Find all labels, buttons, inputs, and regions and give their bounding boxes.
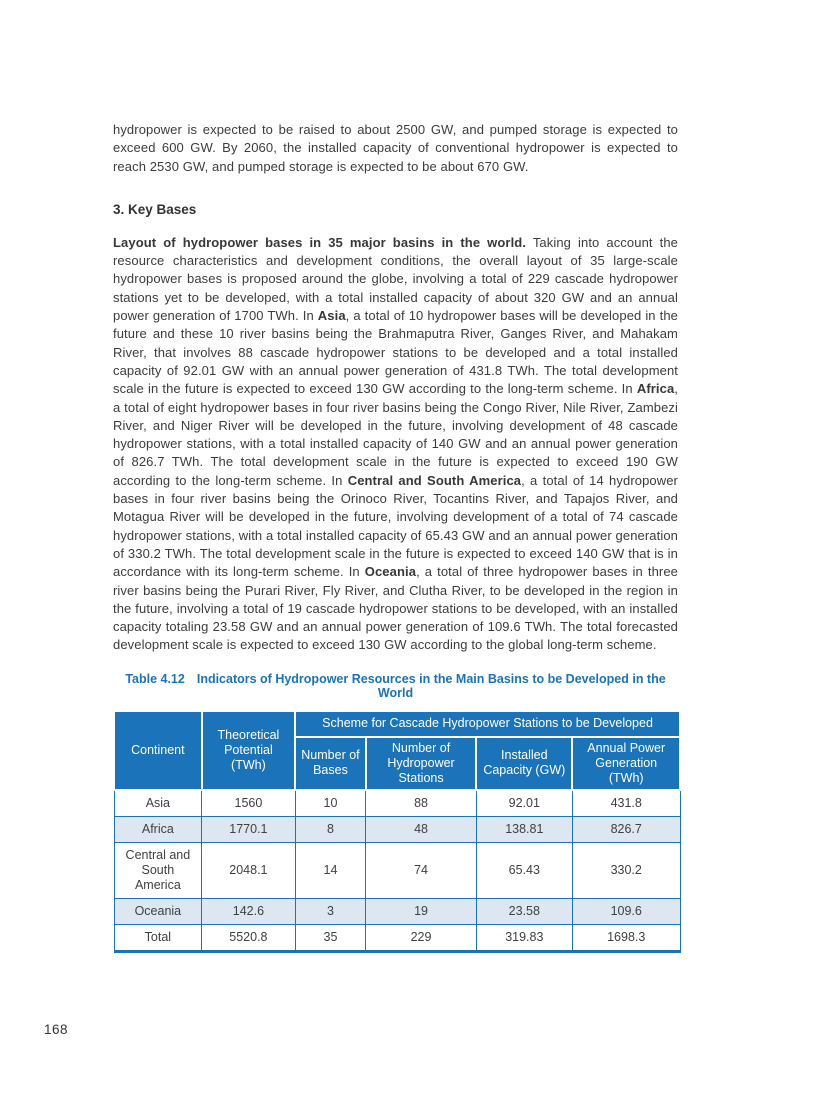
cell-continent: Asia <box>114 790 202 817</box>
cell-capacity: 65.43 <box>476 842 572 898</box>
region-central-south-america: Central and South America <box>347 472 522 488</box>
paragraph-segment: , a total of three hydropower bases in three river basins being the Purari River, Fly River, and Clutha River, to be developed in the region in the future, involving a total of 19 cascade hydropower stations to be developed, with an installed capacity totaling 23.58 GW and an annual power generation of 109.6 TWh. The total forecasted development scale is expected to exceed 130 GW according to the global long-term scheme. <box>113 564 678 653</box>
cell-theoretical: 2048.1 <box>202 842 295 898</box>
cell-continent: Total <box>114 924 202 951</box>
table-row-africa <box>114 816 680 842</box>
cell-generation: 330.2 <box>572 842 680 898</box>
cell-bases: 10 <box>295 790 366 817</box>
cell-stations: 19 <box>366 898 476 924</box>
paragraph-segment: , a total of 14 hydropower bases in four river basins being the Orinoco River, Tocantins River, and Tapajos River, and Motagua River will be developed in the future, involving development of a total of 74 cascade hydropower stations, with a total installed capacity of 65.43 GW and an annual power generation of 330.2 TWh. The total development scale in the future is expected to exceed 140 GW that is in accordance with its long-term scheme. In <box>113 472 678 580</box>
cell-bases: 8 <box>295 816 366 842</box>
cell-bases: 14 <box>295 842 366 898</box>
cell-bases: 35 <box>295 924 366 951</box>
cell-continent: Oceania <box>114 898 202 924</box>
cell-generation: 826.7 <box>572 816 680 842</box>
cell-continent: Africa <box>114 816 202 842</box>
table-row-asia <box>114 790 680 817</box>
cell-theoretical: 142.6 <box>202 898 295 924</box>
header-installed-capacity: Installed Capacity (GW) <box>476 737 572 790</box>
paragraph-segment: Taking into account the resource characteristics and development conditions, the overall layout of 35 large-scale hydropower bases is proposed around the globe, involving a total of 229 cascade hydropower stations yet to be developed, with a total installed capacity of about 320 GW and an annual power generation of 1700 TWh. In <box>113 234 678 324</box>
cell-stations: 74 <box>366 842 476 898</box>
region-asia: Asia <box>317 308 346 324</box>
cell-continent: Central and South America <box>114 842 202 898</box>
page-content <box>113 121 678 953</box>
cell-stations: 229 <box>366 924 476 951</box>
table-caption-title: Indicators of Hydropower Resources in the Main Basins to be Developed in the World <box>196 671 666 700</box>
table-header <box>114 711 680 790</box>
header-theoretical-potential: Theoretical Potential (TWh) <box>202 711 295 790</box>
cell-capacity: 92.01 <box>476 790 572 817</box>
region-oceania: Oceania <box>364 564 417 580</box>
paragraph-segment: , a total of 10 hydropower bases will be developed in the future and these 10 river basins being the Brahmaputra River, Ganges River, and Mahakam River, that involves 88 cascade hydropower stations to be developed and a total installed capacity of 92.01 GW with an annual power generation of 431.8 TWh. The total development scale in the future is expected to exceed 130 GW according to the long-term scheme. In <box>113 308 678 397</box>
cell-theoretical: 1770.1 <box>202 816 295 842</box>
section-heading-key-bases: 3. Key Bases <box>113 201 197 217</box>
table-body <box>114 790 680 952</box>
cell-theoretical: 5520.8 <box>202 924 295 951</box>
table-row-total <box>114 924 680 951</box>
paragraph-capacity-forecast: hydropower is expected to be raised to about 2500 GW, and pumped storage is expected to exceed 600 GW. By 2060, the installed capacity of conventional hydropower is expected to reach 2530 GW, and pumped storage is expected to be about 670 GW. <box>113 122 678 174</box>
table-caption <box>113 672 678 700</box>
page-number: 168 <box>44 1022 69 1037</box>
table-row-oceania <box>114 898 680 924</box>
hydropower-indicators-table <box>113 710 681 953</box>
header-number-of-bases: Number of Bases <box>295 737 366 790</box>
header-continent: Continent <box>114 711 202 790</box>
header-number-of-stations: Number of Hydropower Stations <box>366 737 476 790</box>
cell-generation: 109.6 <box>572 898 680 924</box>
paragraph-layout-of-bases <box>113 234 678 655</box>
table-caption-number: Table 4.12 <box>125 671 185 686</box>
header-scheme-group: Scheme for Cascade Hydropower Stations to be Developed <box>295 711 680 737</box>
paragraph-segment: , a total of eight hydropower bases in four river basins being the Congo River, Nile River, Zambezi River, and Niger River will be developed in the future, involving development of 48 cascade hydropower stations, with a total installed capacity of 140 GW and an annual power generation of 826.7 TWh. The total development scale in the future is expected to exceed 190 GW according to the long-term scheme. In <box>113 381 678 488</box>
paragraph-lead-sentence: Layout of hydropower bases in 35 major basins in the world. <box>113 234 527 250</box>
table-row-central-south-america <box>114 842 680 898</box>
cell-capacity: 319.83 <box>476 924 572 951</box>
cell-generation: 1698.3 <box>572 924 680 951</box>
cell-capacity: 138.81 <box>476 816 572 842</box>
cell-stations: 88 <box>366 790 476 817</box>
region-africa: Africa <box>636 381 675 397</box>
cell-capacity: 23.58 <box>476 898 572 924</box>
cell-stations: 48 <box>366 816 476 842</box>
cell-bases: 3 <box>295 898 366 924</box>
cell-theoretical: 1560 <box>202 790 295 817</box>
cell-generation: 431.8 <box>572 790 680 817</box>
header-annual-generation: Annual Power Generation (TWh) <box>572 737 680 790</box>
